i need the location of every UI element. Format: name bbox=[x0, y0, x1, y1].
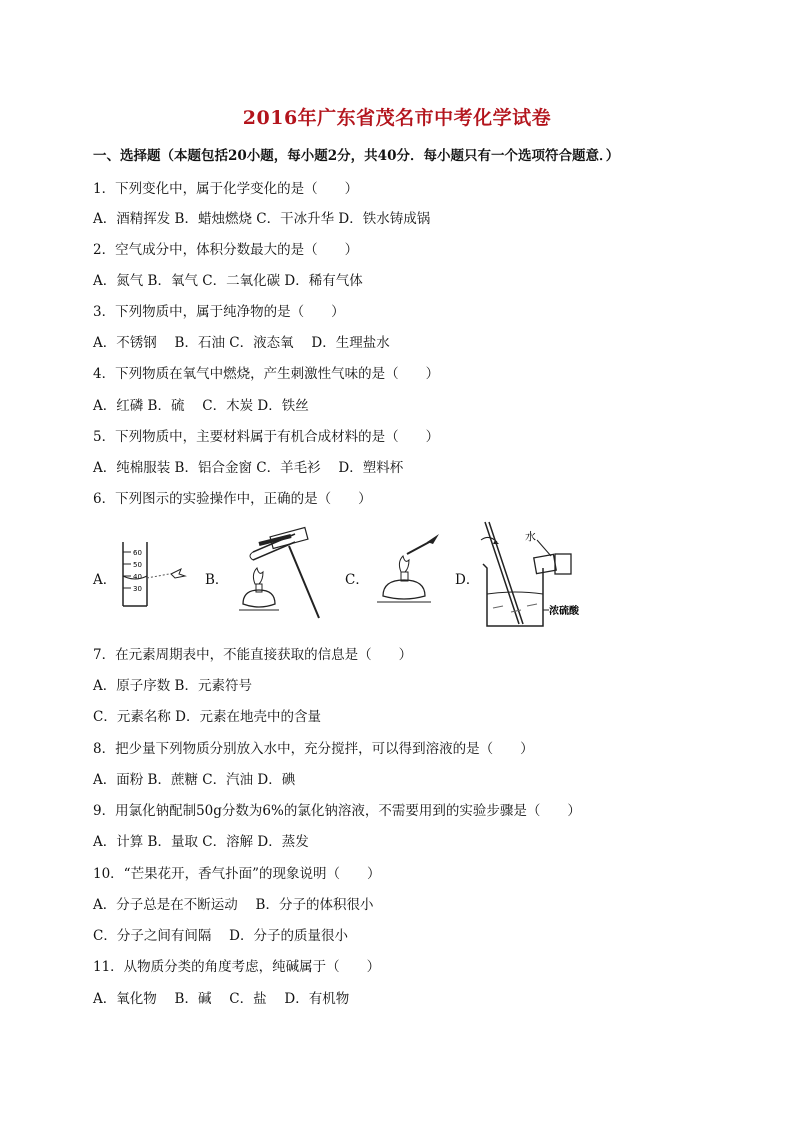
question-2-options: A．氮气 B．氧气 C．二氧化碳 D．稀有气体 bbox=[93, 273, 363, 289]
question-9: 9．用氯化钠配制50g分数为6%的氯化钠溶液，不需要用到的实验步骤是（ ） bbox=[93, 803, 581, 819]
water-label: 水 bbox=[525, 530, 536, 543]
question-3: 3．下列物质中，属于纯净物的是（ ） bbox=[93, 304, 345, 320]
question-6: 6．下列图示的实验操作中，正确的是（ ） bbox=[93, 491, 372, 507]
question-5: 5．下列物质中，主要材料属于有机合成材料的是（ ） bbox=[93, 429, 440, 445]
section-heading-choice: 一、选择题（本题包括20小题，每小题2分，共40分．每小题只有一个选项符合题意．） bbox=[93, 148, 620, 164]
cylinder-tick-50: 50 bbox=[133, 561, 142, 569]
question-11-options: A．氧化物 B．碱 C．盐 D．有机物 bbox=[93, 991, 350, 1007]
page-title: 2016年广东省茂名市中考化学试卷 bbox=[242, 107, 552, 129]
figure-a-label: A． bbox=[93, 572, 117, 588]
question-9-options: A．计算 B．量取 C．溶解 D．蒸发 bbox=[93, 834, 309, 850]
question-8: 8．把少量下列物质分别放入水中，充分搅拌，可以得到溶液的是（ ） bbox=[93, 741, 534, 757]
figure-d-label: D． bbox=[455, 572, 480, 588]
cylinder-tick-40: 40 bbox=[133, 573, 142, 581]
question-1: 1．下列变化中，属于化学变化的是（ ） bbox=[93, 181, 359, 197]
question-5-options: A．纯棉服装 B．铝合金窗 C．羊毛衫 D．塑料杯 bbox=[93, 460, 404, 476]
figure-c-label: C． bbox=[345, 572, 369, 588]
question-4: 4．下列物质在氧气中燃烧，产生刺激性气味的是（ ） bbox=[93, 366, 440, 382]
question-7: 7．在元素周期表中，不能直接获取的信息是（ ） bbox=[93, 647, 413, 663]
question-11: 11．从物质分类的角度考虑，纯碱属于（ ） bbox=[93, 959, 381, 975]
heating-test-tube-image bbox=[229, 526, 329, 626]
heating-test-tube-figure bbox=[229, 526, 329, 626]
question-2: 2．空气成分中，体积分数最大的是（ ） bbox=[93, 242, 359, 258]
figure-b-label: B． bbox=[205, 572, 229, 588]
cylinder-tick-60: 60 bbox=[133, 549, 142, 557]
question-4-options: A．红磷 B．硫 C．木炭 D．铁丝 bbox=[93, 398, 309, 414]
dilution-figure bbox=[477, 518, 587, 630]
question-6-figures bbox=[93, 518, 593, 633]
question-7-options-1: A．原子序数 B．元素符号 bbox=[93, 678, 252, 694]
graduated-cylinder-figure bbox=[119, 538, 191, 610]
question-10-options-2: C．分子之间有间隔 D．分子的质量很小 bbox=[93, 928, 348, 944]
question-10: 10．“芒果花开，香气扑面”的现象说明（ ） bbox=[93, 866, 381, 882]
lighting-lamp-figure bbox=[367, 532, 457, 612]
acid-dilution-image bbox=[477, 518, 587, 630]
question-1-options: A．酒精挥发 B．蜡烛燃烧 C．干冰升华 D．铁水铸成锅 bbox=[93, 211, 431, 227]
sulfuric-acid-label: 浓硫酸 bbox=[549, 606, 579, 617]
cylinder-tick-30: 30 bbox=[133, 585, 142, 593]
question-7-options-2: C．元素名称 D．元素在地壳中的含量 bbox=[93, 709, 321, 725]
graduated-cylinder-image bbox=[119, 538, 191, 610]
question-3-options: A．不锈钢 B．石油 C．液态氧 D．生理盐水 bbox=[93, 335, 390, 351]
alcohol-lamp-image bbox=[367, 532, 457, 612]
question-10-options-1: A．分子总是在不断运动 B．分子的体积很小 bbox=[93, 897, 374, 913]
question-8-options: A．面粉 B．蔗糖 C．汽油 D．碘 bbox=[93, 772, 296, 788]
